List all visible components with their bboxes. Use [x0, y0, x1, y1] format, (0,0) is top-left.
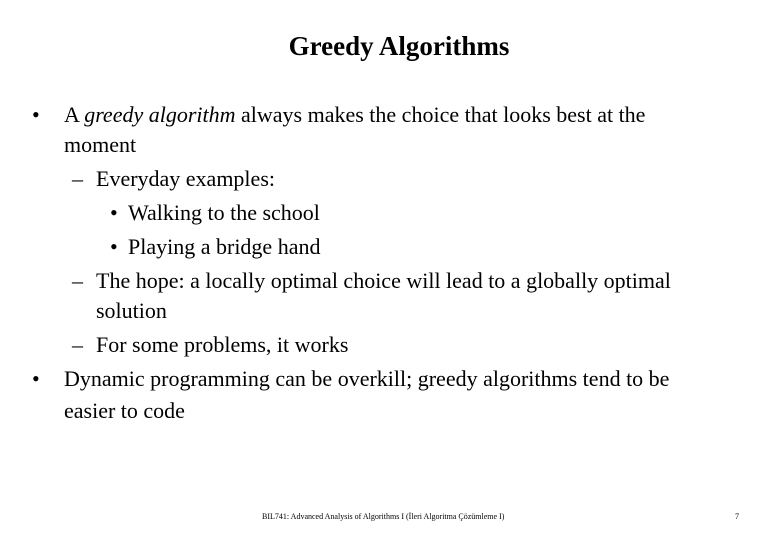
bullet-marker: • [110, 234, 118, 259]
bullet-marker: • [32, 366, 40, 391]
sub-bullet-some-problems: For some problems, it works [96, 332, 349, 357]
bullet-1-rest: always makes the choice that looks best at the [235, 102, 646, 127]
bullet-marker: • [110, 200, 118, 225]
example-walking: Walking to the school [128, 200, 320, 225]
footer-course-title: BIL741: Advanced Analysis of Algorithms I (İleri Algoritma Çözümleme I) [262, 512, 505, 521]
slide-title: Greedy Algorithms [288, 31, 510, 61]
dash-marker: – [72, 332, 83, 357]
sub-bullet-hope: The hope: a locally optimal choice will lead to a globally optimal [96, 268, 671, 293]
bullet-1-emphasis: greedy algorithm [84, 102, 236, 127]
example-bridge: Playing a bridge hand [128, 234, 321, 259]
dash-marker: – [72, 166, 83, 191]
bullet-1-prefix: A [64, 102, 85, 127]
bullet-1-continuation: moment [64, 132, 137, 157]
bullet-marker: • [32, 102, 40, 127]
bullet-2-line: Dynamic programming can be overkill; greedy algorithms tend to be [64, 366, 670, 391]
bullet-1-line [64, 98, 645, 132]
sub-bullet-everyday-examples: Everyday examples: [96, 166, 275, 191]
page-number: 7 [735, 512, 739, 521]
sub-bullet-hope-continuation: solution [96, 298, 167, 323]
dash-marker: – [72, 268, 83, 293]
bullet-2-continuation: easier to code [64, 398, 185, 423]
